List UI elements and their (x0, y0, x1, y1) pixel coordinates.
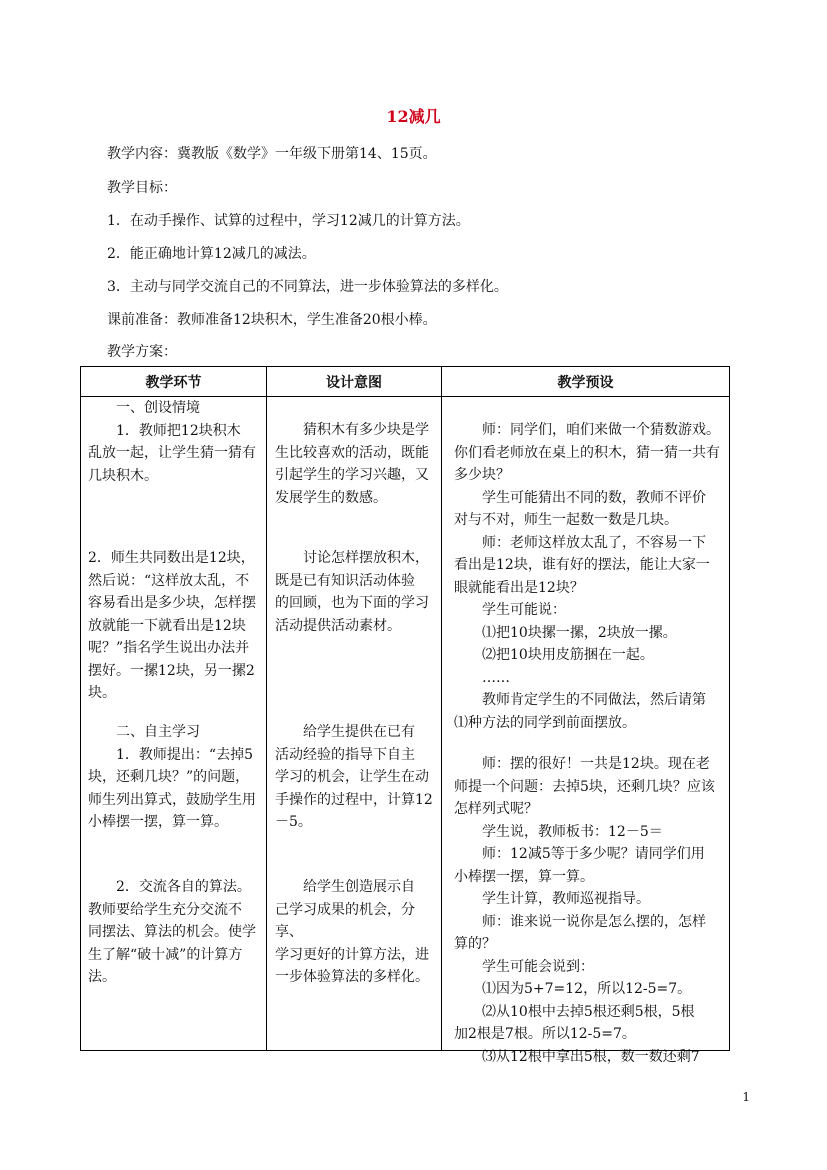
goal-2: 2．能正确地计算12减几的减法。 (107, 246, 316, 262)
intent-block-1: 猜积木有多少块是学 生比较喜欢的活动，既能 引起学生的学习兴趣，又 发展学生的数感。 (275, 422, 429, 506)
page-number: 1 (742, 1090, 750, 1104)
table-header-row (81, 367, 730, 397)
intent-block-2: 讨论怎样摆放积木， 既是已有知识活动体验 的回顾，也为下面的学习 活动提供活动素材。 (275, 550, 429, 634)
goal-3: 3．主动与同学交流自己的不同算法，进一步体验算法的多样化。 (107, 279, 508, 295)
stage-block-4: 2．交流各自的算法。 教师要给学生充分交流不 同摆法、算法的机会。使学 生了解“破十减”的计算方 法。 (88, 879, 256, 985)
table-body-row (81, 397, 730, 1051)
preset-block-2: 师：摆的很好！一共是12块。现在老 师提一个问题：去掉5块，还剩几块？应该 怎样列式呢？ 学生说，教师板书：12－5＝ 师：12减5等于多少呢？请同学们用 小棒摆一摆，算一算。 学生计算，教师巡视指导。 师：谁来说一说你是怎么摆的，怎样 算的？ 学生可能会说到： ⑴因为5+7=12，所以12-5=7。 ⑵从10根中去掉5根还剩5根，5根 加2根是7根。所以12-5=7。 ⑶从12根中拿出5根，数一数还剩7 (454, 756, 715, 1065)
intent-block-4: 给学生创造展示自 己学习成果的机会，分享、 学习更好的计算方法，进 一步体验算法的多样化。 (275, 879, 429, 985)
preparation: 课前准备：教师准备12块积木，学生准备20根小棒。 (107, 312, 437, 328)
preset-block-1: 师：同学们，咱们来做一个猜数游戏。 你们看老师放在桌上的积木，猜一猜一共有 多少块？ 学生可能猜出不同的数，教师不评价 对与不对，师生一起数一数是几块。 师：老师这样放太乱了，不容易一下 看出是12块，谁有好的摆法，能让大家一 眼就能看出是12块？ 学生可能说： ⑴把10块摞一摞，2块放一摞。 ⑵把10块用皮筋捆在一起。 …… 教师肯定学生的不同做法，然后请第 ⑴种方法的同学到前面摆放。 (454, 422, 720, 731)
document-title: 12减几 (386, 107, 441, 126)
preset-cell (442, 397, 729, 1065)
teaching-content: 教学内容：冀教版《数学》一年级下册第14、15页。 (107, 146, 437, 162)
goal-1: 1．在动手操作、试算的过程中，学习12减几的计算方法。 (107, 213, 470, 229)
stage-block-1: 一、创设情境 1．教师把12块积木 乱放一起，让学生猜一猜有 几块积木。 (88, 400, 256, 484)
teaching-plan-heading: 教学方案： (107, 344, 177, 360)
header-design-intent: 设计意图 (267, 367, 442, 397)
header-teaching-stage: 教学环节 (81, 367, 267, 397)
intent-cell (267, 397, 441, 1050)
header-teaching-preset: 教学预设 (442, 367, 730, 397)
teaching-goals-heading: 教学目标： (107, 180, 177, 196)
stage-block-3: 二、自主学习 1．教师提出：“去掉5 块，还剩几块？”的问题， 师生列出算式，鼓励学生用 小棒摆一摆，算一算。 (88, 724, 256, 830)
teaching-plan-table (80, 366, 730, 1065)
intent-block-3: 给学生提供在已有 活动经验的指导下自主 学习的机会，让学生在动 手操作的过程中，计算12 －5。 (275, 724, 433, 830)
stage-cell (81, 397, 266, 1050)
stage-block-2: 2．师生共同数出是12块， 然后说：“这样放太乱，不 容易看出是多少块，怎样摆 放就能一下就看出是12块 呢？”指名学生说出办法并 摆好。一摞12块，另一摞2 块。 (88, 550, 256, 701)
